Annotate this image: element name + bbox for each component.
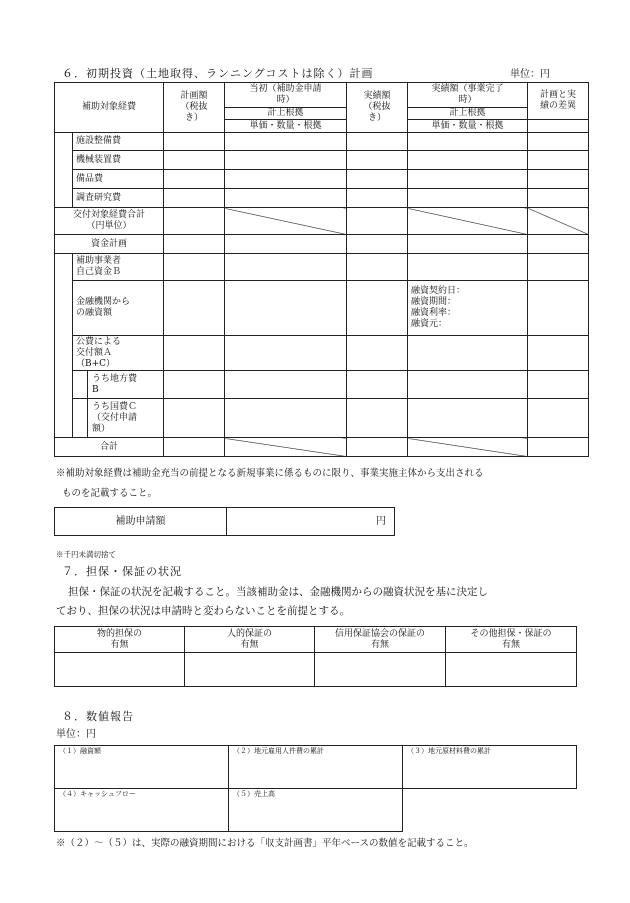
field-local-labor-cost[interactable]: （２）地元雇用人件費の累計	[229, 746, 403, 789]
header-initial-application: 当初（補助金申請 時）	[225, 83, 347, 108]
header-actual-at-completion: 実績額（事業完了 時）	[408, 83, 528, 108]
input-cell[interactable]	[315, 653, 446, 687]
application-amount-table	[54, 507, 395, 536]
application-label: 補助申請額	[55, 508, 227, 536]
input-cell[interactable]	[225, 281, 347, 336]
input-cell[interactable]	[225, 336, 347, 371]
note-line2: ものを記載すること。	[62, 488, 158, 499]
input-cell[interactable]	[408, 399, 528, 438]
loan-details[interactable]: 融資契約日： 融資期間： 融資利率： 融資元：	[408, 281, 528, 336]
input-cell[interactable]	[164, 336, 225, 371]
section7-body1: 担保・保証の状況を記載すること。当該補助金は、金融機関からの融資状況を基に決定し	[68, 586, 488, 598]
field-cash-flow[interactable]: （４）キャッシュフロー	[55, 789, 229, 832]
input-cell[interactable]	[347, 189, 408, 208]
collateral-table	[54, 626, 577, 687]
col-physical-collateral: 物的担保の 有無	[55, 627, 185, 653]
rounding-note: ※千円未満切捨て	[56, 550, 116, 559]
input-cell[interactable]	[528, 189, 589, 208]
input-cell[interactable]	[528, 281, 589, 336]
section8-note: ※（２）～（５）は、実際の融資期間における「収支計画書」平年ベースの数値を記載すること。	[56, 838, 474, 849]
input-cell[interactable]	[164, 371, 225, 399]
section7-body2: ており、担保の状況は申請時と変わらないことを前提とする。	[56, 605, 350, 617]
header-basis-initial: 計上根拠	[225, 108, 347, 120]
input-cell[interactable]	[408, 235, 528, 254]
input-cell[interactable]	[528, 254, 589, 281]
section8-title: ８．数値報告	[62, 710, 134, 723]
input-cell[interactable]	[225, 133, 347, 151]
input-cell[interactable]	[347, 399, 408, 438]
expense-row-label: 機械装置費	[73, 151, 164, 170]
self-fund-label: 補助事業者 自己資金Ｂ	[73, 254, 164, 281]
header-unit-qty-initial: 単価・数量・根拠	[225, 120, 347, 133]
input-cell[interactable]	[347, 151, 408, 170]
total-label: 合計	[55, 438, 164, 457]
input-cell[interactable]	[408, 151, 528, 170]
input-cell[interactable]	[446, 653, 577, 687]
input-cell[interactable]	[347, 208, 408, 235]
input-cell[interactable]	[164, 189, 225, 208]
input-cell[interactable]	[55, 653, 185, 687]
input-cell[interactable]	[347, 371, 408, 399]
input-cell[interactable]	[408, 133, 528, 151]
indent-cell	[55, 254, 73, 438]
section8-unit: 単位：円	[56, 729, 96, 740]
header-actual-amount: 実績額 （税抜 き）	[347, 83, 408, 133]
input-cell[interactable]	[347, 170, 408, 189]
input-cell[interactable]	[164, 399, 225, 438]
input-cell[interactable]	[225, 371, 347, 399]
input-cell[interactable]	[225, 254, 347, 281]
expense-row-label: 施設整備費	[73, 133, 164, 151]
field-local-material-cost[interactable]: （３）地元原材料費の累計	[403, 746, 577, 789]
input-cell[interactable]	[528, 151, 589, 170]
national-fund-label: うち国費Ｃ	[92, 401, 138, 412]
public-grant-label: 公費による 交付額Ａ （B+C）	[73, 336, 164, 371]
input-cell[interactable]	[408, 254, 528, 281]
note-line1: ※補助対象経費は補助金充当の前提となる新規事業に係るものに限り、事業実施主体から支出される	[56, 468, 484, 479]
local-fund-cell: うち地方費 B	[73, 371, 164, 399]
input-cell[interactable]	[408, 371, 528, 399]
section6-title: ６．初期投資（土地取得、ランニングコストは除く）計画	[62, 67, 374, 80]
col-other-collateral: その他担保・保証の 有無	[446, 627, 577, 653]
header-plan-amount: 計画額 （税抜 き）	[164, 83, 225, 133]
indent-cell	[55, 133, 73, 208]
expense-row-label: 備品費	[73, 170, 164, 189]
yen-unit: 円	[376, 516, 386, 527]
national-fund-cell: うち国費Ｃ （交付申請 額）	[73, 399, 164, 438]
input-cell[interactable]	[528, 438, 589, 457]
input-cell[interactable]	[347, 336, 408, 371]
input-cell[interactable]	[225, 399, 347, 438]
input-cell[interactable]	[225, 151, 347, 170]
input-cell[interactable]	[528, 336, 589, 371]
input-cell[interactable]	[528, 235, 589, 254]
slashed-cell	[225, 208, 347, 235]
local-fund-label: うち地方費	[92, 373, 138, 384]
input-cell[interactable]	[408, 170, 528, 189]
initial-investment-table	[54, 82, 589, 457]
input-cell[interactable]	[225, 170, 347, 189]
input-cell[interactable]	[528, 170, 589, 189]
expense-row-label: 調査研究費	[73, 189, 164, 208]
input-cell[interactable]	[164, 208, 225, 235]
input-cell[interactable]	[164, 254, 225, 281]
slashed-cell	[408, 208, 528, 235]
input-cell[interactable]	[528, 133, 589, 151]
input-cell[interactable]	[528, 399, 589, 438]
fund-plan-label: 資金計画	[55, 235, 164, 254]
header-plan-actual-diff: 計画と実 績の差異	[528, 83, 589, 120]
input-cell[interactable]	[164, 170, 225, 189]
input-cell[interactable]	[164, 133, 225, 151]
input-cell[interactable]	[347, 254, 408, 281]
header-basis-actual: 計上根拠	[408, 108, 528, 120]
col-credit-guarantee: 信用保証協会の保証の 有無	[315, 627, 446, 653]
input-cell[interactable]	[164, 151, 225, 170]
application-amount-input[interactable]	[227, 508, 395, 536]
input-cell[interactable]	[347, 235, 408, 254]
numeric-report-table	[54, 745, 577, 832]
subsidy-total-label: 交付対象経費合計 （円単位）	[55, 208, 164, 235]
input-cell[interactable]	[347, 133, 408, 151]
field-sales[interactable]: （５）売上高	[229, 789, 403, 832]
header-unit-qty-actual: 単価・数量・根拠	[408, 120, 528, 133]
slashed-cell	[225, 438, 347, 457]
col-personal-guarantee: 人的保証の 有無	[185, 627, 315, 653]
input-cell[interactable]	[164, 438, 225, 457]
field-loan-amount[interactable]: （１）融資額	[55, 746, 229, 789]
section7-title: ７．担保・保証の状況	[62, 565, 182, 578]
loan-label: 金融機関から の融資額	[73, 281, 164, 336]
slashed-cell	[408, 438, 528, 457]
header-target-expense: 補助対象経費	[55, 83, 164, 133]
input-cell[interactable]	[347, 281, 408, 336]
input-cell[interactable]	[347, 438, 408, 457]
slashed-cell	[528, 208, 589, 235]
input-cell[interactable]	[225, 235, 347, 254]
input-cell[interactable]	[185, 653, 315, 687]
input-cell[interactable]	[225, 189, 347, 208]
input-cell[interactable]	[528, 371, 589, 399]
blank-cell	[528, 120, 589, 133]
input-cell[interactable]	[164, 281, 225, 336]
section6-unit: 単位：円	[510, 69, 550, 80]
empty-cell	[403, 789, 577, 832]
input-cell[interactable]	[164, 235, 225, 254]
input-cell[interactable]	[408, 336, 528, 371]
input-cell[interactable]	[408, 189, 528, 208]
